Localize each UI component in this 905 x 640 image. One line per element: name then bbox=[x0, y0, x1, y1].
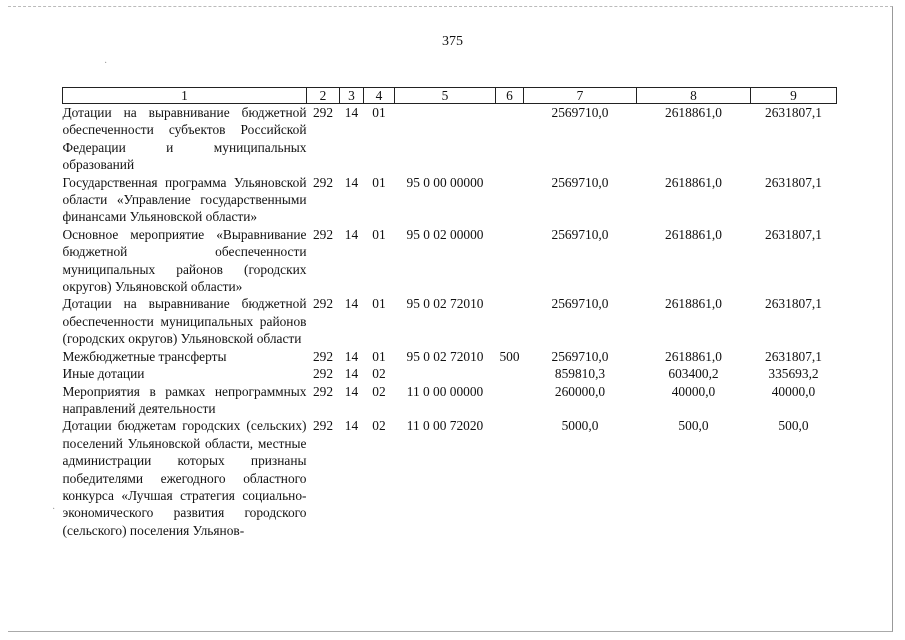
row-name: Основное мероприятие «Выравнивание бюджетной обеспеченности муниципальных районов (городских округов) Ульяновской области» bbox=[62, 226, 307, 295]
cell-amount-3: 2631807,1 bbox=[765, 296, 822, 312]
cell-amount-1: 2569710,0 bbox=[551, 174, 609, 190]
cell-amount-1: 5000,0 bbox=[561, 418, 599, 434]
cell-expense-type bbox=[496, 295, 524, 347]
cell-expense-type bbox=[496, 226, 524, 296]
cell-section: 14 bbox=[344, 366, 359, 382]
cell-subsection: 01 bbox=[372, 105, 386, 120]
col-header: 4 bbox=[364, 88, 395, 104]
cell-admin-code: 292 bbox=[312, 174, 334, 190]
cell-amount-1: 859810,3 bbox=[554, 366, 606, 382]
cell-section: 14 bbox=[344, 226, 359, 242]
table-row bbox=[63, 104, 837, 174]
cell-subsection: 01 bbox=[372, 174, 386, 190]
cell-expense-type bbox=[496, 365, 524, 382]
cell-amount-1: 2569710,0 bbox=[551, 226, 609, 242]
cell-section: 14 bbox=[344, 296, 359, 312]
cell-amount-1: 2569710,0 bbox=[551, 348, 609, 364]
cell-amount-2: 603400,2 bbox=[668, 366, 719, 382]
cell-amount-2: 40000,0 bbox=[671, 383, 716, 399]
cell-section: 14 bbox=[344, 348, 359, 364]
cell-admin-code: 292 bbox=[312, 105, 334, 120]
cell-target-article bbox=[395, 104, 496, 174]
cell-subsection: 01 bbox=[372, 296, 386, 312]
row-name: Дотации на выравнивание бюджетной обеспеченности муниципальных районов (городских округов) Ульяновской области bbox=[62, 296, 307, 347]
cell-subsection: 01 bbox=[372, 348, 386, 364]
cell-amount-2: 2618861,0 bbox=[665, 348, 722, 364]
table-header-row bbox=[63, 88, 837, 104]
cell-amount-2: 2618861,0 bbox=[665, 105, 722, 120]
cell-amount-2: 2618861,0 bbox=[665, 296, 722, 312]
cell-subsection: 02 bbox=[372, 366, 386, 382]
col-header: 2 bbox=[307, 88, 340, 104]
cell-expense-type bbox=[496, 104, 524, 174]
table-row bbox=[63, 417, 837, 539]
cell-amount-2: 2618861,0 bbox=[665, 226, 722, 242]
cell-amount-3: 2631807,1 bbox=[765, 105, 822, 120]
cell-amount-3: 2631807,1 bbox=[765, 226, 822, 242]
cell-amount-3: 2631807,1 bbox=[765, 174, 822, 190]
cell-subsection: 01 bbox=[372, 226, 386, 242]
cell-amount-2: 2618861,0 bbox=[665, 174, 722, 190]
cell-target-article: 95 0 02 72010 bbox=[406, 348, 484, 364]
cell-target-article: 95 0 00 00000 bbox=[406, 174, 484, 190]
cell-target-article bbox=[395, 365, 496, 382]
cell-section: 14 bbox=[344, 418, 359, 434]
col-header: 7 bbox=[524, 88, 637, 104]
col-header: 8 bbox=[637, 88, 751, 104]
cell-amount-1: 2569710,0 bbox=[551, 296, 609, 312]
row-name: Мероприятия в рамках непрограммных направлений деятельности bbox=[62, 383, 307, 416]
cell-amount-1: 260000,0 bbox=[554, 383, 606, 399]
cell-amount-3: 335693,2 bbox=[768, 366, 819, 382]
cell-amount-1: 2569710,0 bbox=[551, 105, 609, 120]
cell-section: 14 bbox=[344, 174, 359, 190]
table-row bbox=[63, 365, 837, 382]
table-row bbox=[63, 383, 837, 418]
cell-amount-3: 500,0 bbox=[778, 418, 809, 434]
table-row bbox=[63, 348, 837, 365]
budget-table bbox=[62, 87, 837, 539]
col-header: 5 bbox=[395, 88, 496, 104]
cell-amount-2: 500,0 bbox=[678, 418, 709, 434]
scan-speck: · bbox=[52, 504, 56, 515]
row-name: Иные дотации bbox=[62, 366, 145, 382]
col-header: 1 bbox=[63, 88, 307, 104]
cell-target-article: 11 0 00 72020 bbox=[406, 418, 484, 434]
cell-admin-code: 292 bbox=[312, 418, 334, 434]
row-name: Дотации бюджетам городских (сельских) поселений Ульяновской области, местные администрации которых признаны победителями ежегодного областного конкурса «Лучшая стратегия социально-экономического развития городского (сельского) поселения Ульянов- bbox=[62, 418, 307, 538]
cell-admin-code: 292 bbox=[312, 226, 334, 242]
cell-admin-code: 292 bbox=[312, 348, 334, 364]
cell-admin-code: 292 bbox=[312, 366, 334, 382]
cell-admin-code: 292 bbox=[312, 296, 334, 312]
cell-target-article: 95 0 02 00000 bbox=[406, 226, 484, 242]
page-number: 375 bbox=[442, 34, 463, 49]
cell-amount-3: 40000,0 bbox=[771, 383, 816, 399]
table-row bbox=[63, 295, 837, 347]
row-name: Дотации на выравнивание бюджетной обеспеченности субъектов Российской Федерации и муниципальных образований bbox=[62, 105, 307, 173]
row-name: Межбюджетные трансферты bbox=[62, 348, 227, 364]
cell-amount-3: 2631807,1 bbox=[765, 348, 822, 364]
col-header: 3 bbox=[340, 88, 364, 104]
cell-subsection: 02 bbox=[372, 418, 386, 434]
table-row bbox=[63, 174, 837, 226]
cell-target-article: 11 0 00 00000 bbox=[406, 383, 484, 399]
cell-target-article: 95 0 02 72010 bbox=[406, 296, 484, 312]
col-header: 9 bbox=[751, 88, 837, 104]
cell-section: 14 bbox=[344, 105, 359, 120]
table-row bbox=[63, 226, 837, 296]
col-header: 6 bbox=[496, 88, 524, 104]
cell-admin-code: 292 bbox=[312, 383, 334, 399]
cell-expense-type: 500 bbox=[499, 348, 520, 364]
cell-expense-type bbox=[496, 417, 524, 539]
cell-expense-type bbox=[496, 174, 524, 226]
scan-speck: · bbox=[104, 58, 108, 69]
cell-section: 14 bbox=[344, 383, 359, 399]
cell-expense-type bbox=[496, 383, 524, 418]
cell-subsection: 02 bbox=[372, 383, 386, 399]
row-name: Государственная программа Ульяновской области «Управление государственными финансами Ульяновской области» bbox=[62, 174, 307, 225]
